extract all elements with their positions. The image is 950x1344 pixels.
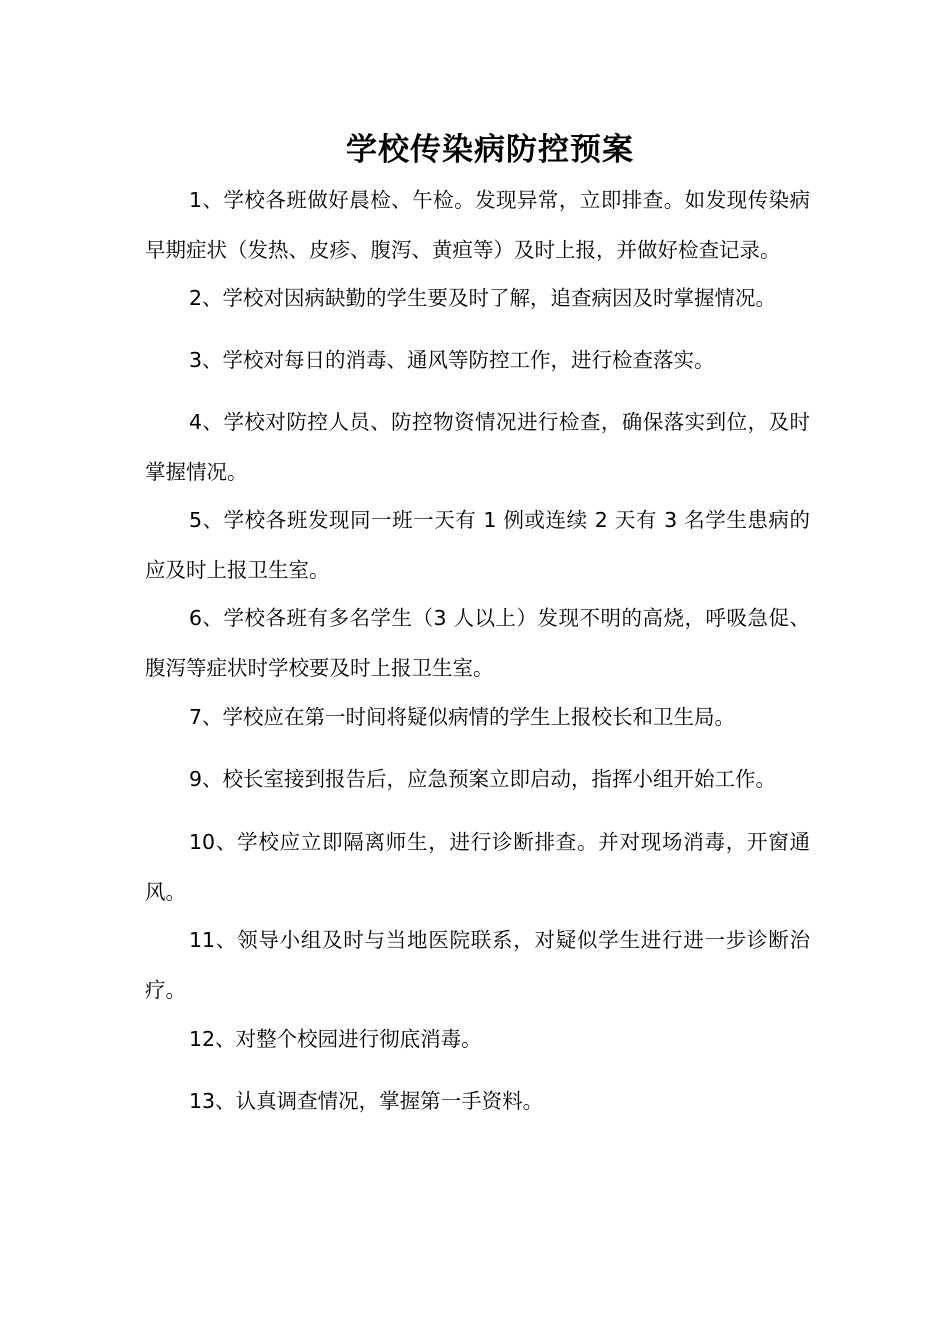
paragraph-1: 1、学校各班做好晨检、午检。发现异常，立即排查。如发现传染病早期症状（发热、皮疹、腹泻、黄疸等）及时上报，并做好检查记录。: [145, 188, 810, 262]
paragraph-5: 5、学校各班发现同一班一天有 1 例或连续 2 天有 3 名学生患病的应及时上报卫生室。: [145, 508, 810, 582]
paragraph-6: 6、学校各班有多名学生（3 人以上）发现不明的高烧，呼吸急促、腹泻等症状时学校要及时上报卫生室。: [145, 606, 810, 680]
paragraph-7: 7、学校应在第一时间将疑似病情的学生上报校长和卫生局。: [189, 705, 736, 729]
paragraph-4: 4、学校对防控人员、防控物资情况进行检查，确保落实到位，及时掌握情况。: [145, 410, 810, 484]
paragraph-11: 11、领导小组及时与当地医院联系，对疑似学生进行进一步诊断治疗。: [145, 928, 810, 1002]
paragraph-13: 13、认真调查情况，掌握第一手资料。: [189, 1089, 544, 1113]
document-title: 学校传染病防控预案: [346, 132, 634, 168]
paragraph-12: 12、对整个校园进行彻底消毒。: [189, 1027, 482, 1051]
paragraph-10: 10、学校应立即隔离师生，进行诊断排查。并对现场消毒，开窗通风。: [145, 830, 810, 904]
paragraph-3: 3、学校对每日的消毒、通风等防控工作，进行检查落实。: [189, 348, 715, 372]
paragraph-9: 9、校长室接到报告后，应急预案立即启动，指挥小组开始工作。: [189, 767, 777, 791]
paragraph-2: 2、学校对因病缺勤的学生要及时了解，追查病因及时掌握情况。: [189, 286, 777, 310]
